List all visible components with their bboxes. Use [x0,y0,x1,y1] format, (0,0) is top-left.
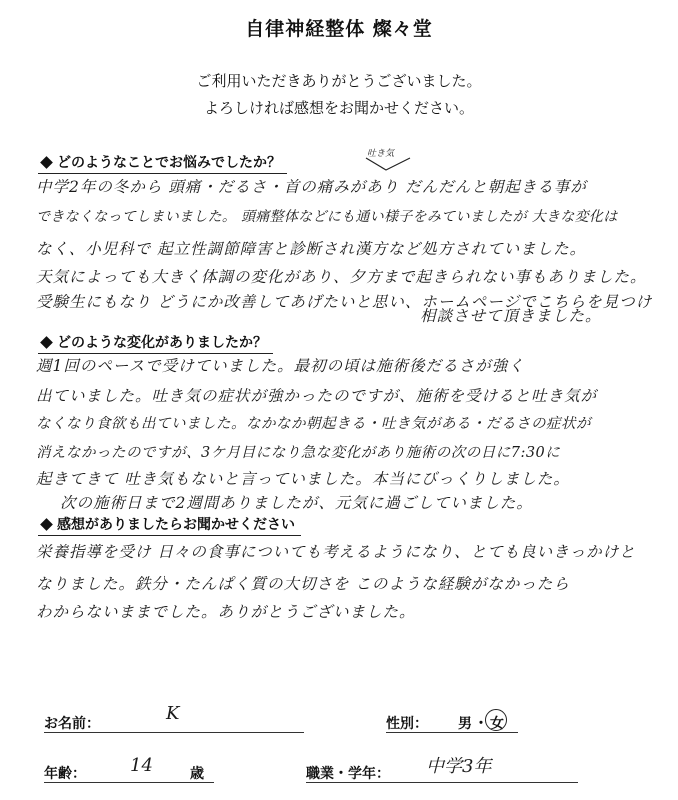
page-title: 自律神経整体 燦々堂 [245,18,433,40]
gender-option-male: 男 [458,716,472,732]
handwritten-line: 受験生にもなり どうにか改善してあげたいと思い、ホームページでこちらを見つけ [36,293,653,311]
age-underline [44,782,214,783]
heading-underline [38,535,301,536]
diamond-bullet-icon [40,156,53,169]
handwritten-line: 栄養指導を受け 日々の食事についても考えるようになり、とても良いきっかけと [36,543,636,561]
occupation-underline [306,782,578,783]
section-heading-feedback [38,514,295,534]
handwritten-line: 消えなかったのですが、3ケ月目になり急な変化があり施術の次の日に7:30に [36,445,561,461]
heading-underline [38,173,287,174]
handwritten-line: わからないままでした。ありがとうございました。 [36,603,416,621]
section-heading-concerns [38,152,281,172]
gender-label: 性別： [386,716,428,732]
handwritten-annotation: 吐き気 [367,149,395,159]
handwritten-line: できなくなってしまいました。 頭痛整体などにも通い様子をみていましたが 大きな変化は [36,209,618,225]
age-value: 14 [130,755,153,776]
handwritten-line: 週1回のペースで受けていました。最初の頃は施術後だるさが強く [36,357,525,375]
handwritten-line: 中学2年の冬から 頭痛・だるさ・首の痛みがあり だんだんと朝起きる事が [36,178,587,196]
occupation-label: 職業・学年： [306,766,390,782]
handwritten-line: 天気によっても大きく体調の変化があり、夕方まで起きられない事もありました。 [36,268,647,286]
name-label: お名前： [44,716,100,732]
section-heading-text: どのような変化がありましたか？ [57,335,267,351]
section-heading-text: どのようなことでお悩みでしたか？ [57,155,281,171]
section-heading-text: 感想がありましたらお聞かせください [57,517,295,533]
age-unit: 歳 [190,766,204,782]
diamond-bullet-icon [40,518,53,531]
occupation-value: 中学3年 [426,756,492,777]
gender-option-female: 女 [490,716,504,732]
intro-line-2: よろしければ感想をお聞かせください。 [203,99,474,117]
name-value: K [166,703,180,724]
handwritten-line: 次の施術日まで2週間ありましたが、元気に過ごしていました。 [60,494,533,512]
handwritten-line: 相談させて頂きました。 [420,307,602,325]
handwritten-line: 出ていました。吐き気の症状が強かったのですが、施術を受けると吐き気が [36,387,598,405]
intro-line-1: ご利用いただきありがとうございました。 [196,72,482,90]
gender-underline [386,732,518,733]
section-heading-changes [38,332,267,352]
age-label: 年齢： [44,766,86,782]
handwritten-line: なく、小児科で 起立性調節障害と診断され漢方など処方されていました。 [36,240,587,258]
handwritten-line: なくなり食欲も出ていました。なかなか朝起きる・吐き気がある・だるさの症状が [36,416,591,432]
handwritten-line: なりました。鉄分・たんぱく質の大切さを このような経験がなかったら [36,575,570,593]
diamond-bullet-icon [40,336,53,349]
insertion-caret-icon [364,156,414,172]
gender-separator: ・ [474,716,488,732]
handwritten-line: 起きてきて 吐き気もないと言っていました。本当にびっくりしました。 [36,470,570,488]
selected-circle-mark [485,709,507,731]
name-underline [44,732,304,733]
